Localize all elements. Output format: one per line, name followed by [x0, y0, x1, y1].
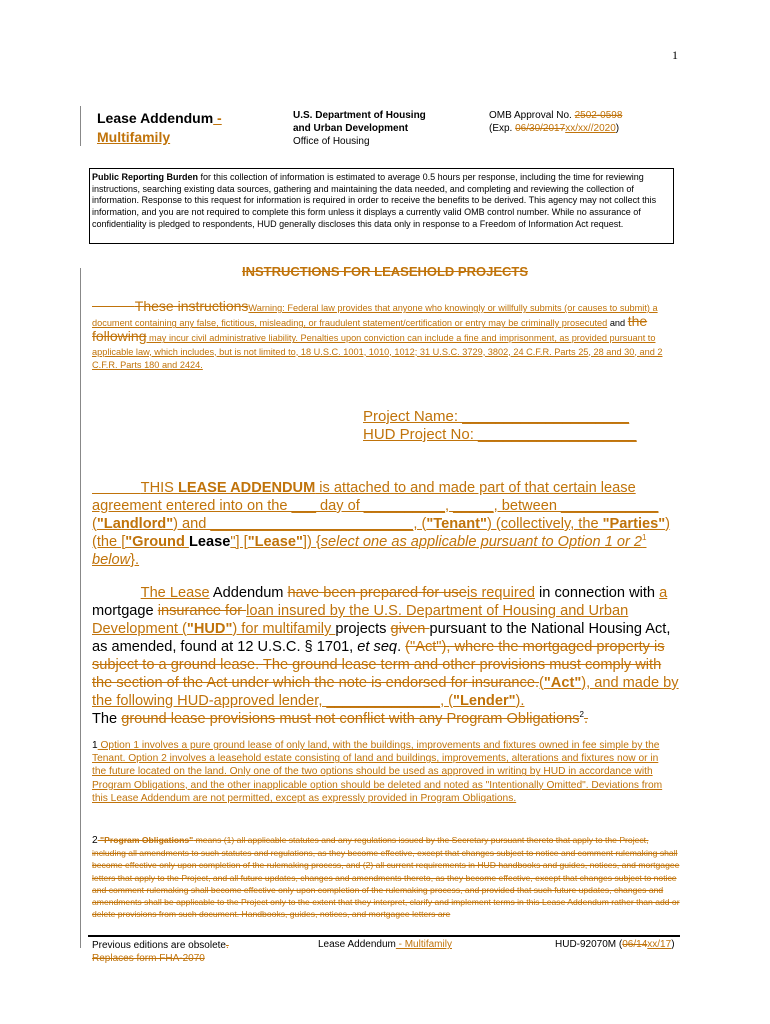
- para1-below: below: [92, 552, 131, 568]
- footnote-ref-2[interactable]: 2: [579, 710, 584, 720]
- agency-line-1: U.S. Department of Housing: [293, 110, 426, 121]
- footnote-2: [92, 834, 682, 920]
- form-title-inserted-multifamily: Multifamily: [97, 129, 171, 145]
- para2-e: in connection with: [534, 585, 660, 601]
- footer-form-number: [555, 939, 675, 950]
- footnote-1: [92, 739, 670, 805]
- para2-k: ) for multifamily: [232, 621, 336, 637]
- omb-number-deleted: 2502-0598: [574, 110, 623, 121]
- hud-project-number-field[interactable]: HUD Project No: ___________________: [363, 426, 637, 443]
- para2-w: The: [92, 711, 122, 727]
- para2-act: "Act": [543, 675, 582, 691]
- para2-f: a: [659, 585, 668, 601]
- footnote-ref-1[interactable]: 1: [642, 533, 647, 543]
- para2-v: ).: [515, 693, 525, 709]
- footnote-2-number: 2: [92, 835, 98, 846]
- para2-g: mortgage: [92, 603, 158, 619]
- para1-r: }.: [130, 552, 140, 568]
- para1-lease-quoted: "Lease": [247, 534, 303, 550]
- form-title-text: Lease Addendum: [97, 110, 214, 126]
- page-number: 1: [672, 48, 678, 62]
- para2-r: (: [539, 675, 544, 691]
- para1-tenant: "Tenant": [426, 516, 487, 532]
- warning-paragraph: [92, 300, 682, 372]
- footer-title: Lease Addendum: [318, 939, 396, 950]
- warning-and: and: [607, 318, 628, 329]
- exp-date-inserted: xx/xx//2020: [565, 123, 616, 134]
- agency-block: [293, 109, 426, 148]
- revision-bar: [80, 106, 81, 146]
- instructions-heading-text: INSTRUCTIONS FOR LEASEHOLD PROJECTS: [241, 264, 529, 279]
- footer-rule: [88, 935, 680, 937]
- para1-landlord: "Landlord": [96, 516, 174, 532]
- para1-e: ) and _________________________, (: [173, 516, 427, 532]
- footer-form-date-inserted: xx/17: [647, 939, 672, 950]
- exp-close: ): [615, 123, 620, 134]
- public-reporting-burden-box: [89, 168, 674, 244]
- footnote-1-text: Option 1 involves a pure ground lease of only land, with the buildings, improvements and fixtures owned in fee simple by the Tenant. Option 2 involves a leasehold estate consisting of land and buildings, improvements, alterations and fixtures now or in the future located on the land. Only one of the two options should be used as approved in writing by HUD in accordance with Program Obligations, and the other inapplicable option should be deleted and noted as "Intentionally Omitted". Deviations from this Lease Addendum are not permitted, except as expressly provided in Program Obligations.: [92, 740, 663, 804]
- warning-deleted-1-text: These instructions: [134, 298, 249, 314]
- agency-line-2: and Urban Development: [293, 123, 409, 134]
- footer-form-id: HUD-92070M (: [555, 939, 623, 950]
- para2-c: have been prepared for use: [287, 585, 467, 601]
- footer-title-inserted: - Multifamily: [395, 939, 452, 950]
- para2-i: loan insured by the U.S. Department of Housing and Urban Development (: [92, 603, 629, 637]
- burden-label: Public Reporting Burden: [92, 172, 199, 182]
- para2-d: is required: [466, 585, 535, 601]
- warning-inserted-1: Warning: Federal law provides that anyone who knowingly or willfully submits (or causes to submit) a document containing any false, fictitious, misleading, or fraudulent statement/certification or entry may be criminally prosecuted: [92, 303, 658, 329]
- para2-x: ground lease provisions must not conflict with any Program Obligations: [121, 711, 580, 727]
- exp-label: (Exp.: [489, 123, 516, 134]
- project-fields: [363, 408, 637, 444]
- warning-inserted-2: may incur civil administrative liability. Penalties upon conviction can include a fine and imprisonment, as provided pursuant to applicable law, which includes, but is not limited to, 18 U.S.C. 1001, 1010, 1012; 31 U.S.C. 3729, 3802, 24 C.F.R. Parts 25, 28 and 30, and 2 C.F.R. Parts 180 and 2424.: [92, 333, 663, 370]
- para1-a: THIS: [140, 480, 178, 496]
- omb-label: OMB Approval No.: [489, 110, 575, 121]
- para2-m: given: [390, 621, 430, 637]
- burden-text: for this collection of information is estimated to average 0.5 hours per response, including the time for reviewing instructions, searching existing data sources, gathering and maintaining the data needed, and completing and reviewing the collection of information. Response to this request for information is required in order to receive the benefits to be derived. This agency may not collect this information, and you are not required to complete this form unless it displays a currently valid OMB control number. While no assurance of confidentiality is pledged to respondents, HUD generally discloses this data only in response to a Freedom of Information Act request.: [92, 172, 657, 229]
- para1-i: ) (the [: [92, 516, 671, 550]
- footer-replaces-form: Replaces form FHA-2070: [92, 953, 205, 964]
- para2-q: ("Act"), where the mortgaged property is subject to a ground lease. The ground lease term and other provisions must comply with the section of the Act under which the note is endorsed for insurance.: [92, 639, 665, 691]
- footer-center: [318, 939, 452, 950]
- para2-p: .: [397, 639, 406, 655]
- para1-lease-word: Lease: [188, 534, 231, 550]
- para2-h: insurance for: [157, 603, 247, 619]
- para2-n: pursuant to the National Housing Act, as amended, found at 12 U.S.C. § 1701,: [92, 621, 671, 655]
- footer-form-date-deleted: 06/14: [622, 939, 648, 950]
- para2-et-seq: et seq: [357, 639, 398, 655]
- form-title-inserted-dash: -: [213, 110, 222, 126]
- para1-g: ) (collectively, the: [486, 516, 603, 532]
- form-title: [97, 109, 222, 147]
- para1-l: "] [: [230, 534, 248, 550]
- footnote-2-text: means (1) all applicable statutes and any regulations issued by the Secretary pursuant thereto that apply to the Project, including all amendments to such statutes and regulations, as they become effective, except that changes subject to notice and comment rulemaking shall become effective only upon completion of the rulemaking process, and (2) all current requirements in HUD handbooks and guides, notices, and mortgagee letters that apply to the Project, and all future updates, changes and amendments thereto, as they become effective, except that changes subject to notice and comment rulemaking shall become effective only upon completion of the rulemaking process, and provided that such future updates, changes and amendments shall be applicable to the Project only to the extent that they interpret, clarify and implement terms in this Lease Addendum rather than add or delete provisions from such document. Handbooks, guides, notices, and mortgagee letters are: [92, 835, 680, 920]
- para2-t: ), and made by the following HUD-approved lender, ______________, (: [92, 675, 679, 709]
- agency-line-3: Office of Housing: [293, 136, 370, 147]
- para2-a: The Lease: [140, 585, 210, 601]
- para2-hud: "HUD": [186, 621, 233, 637]
- revision-bar: [80, 268, 81, 948]
- para1-select-instruction: select one as applicable pursuant to Option 1 or 2: [320, 534, 643, 550]
- exp-date-deleted: 06/30/2017: [515, 123, 566, 134]
- para1-b: LEASE ADDENDUM: [177, 480, 316, 496]
- footer-obsolete-notice: Previous editions are obsolete: [92, 940, 226, 951]
- para2-b: Addendum: [209, 585, 288, 601]
- project-name-field[interactable]: Project Name: ____________________: [363, 408, 630, 425]
- footer-deleted-period: .: [225, 940, 229, 951]
- footnote-1-number: 1: [92, 740, 98, 751]
- instructions-heading: [0, 264, 770, 279]
- footer-form-close: ): [671, 939, 675, 950]
- para2-l: projects: [335, 621, 391, 637]
- para1-n: ]) {: [302, 534, 321, 550]
- para2-lender: "Lender": [453, 693, 516, 709]
- lease-addendum-paragraph: [92, 479, 682, 569]
- para1-c: is attached to and made part of that certain lease agreement entered into on the ___ day of __________, _____, between ____________ (: [92, 480, 659, 532]
- warning-deleted-2: the following: [92, 313, 648, 345]
- footnote-2-label: "Program Obligations": [97, 835, 194, 845]
- para1-parties: "Parties": [602, 516, 666, 532]
- para1-ground: "Ground: [125, 534, 189, 550]
- purpose-paragraph: [92, 584, 682, 728]
- para2-z: .: [583, 711, 589, 727]
- footer-left: [92, 939, 229, 965]
- omb-approval: [489, 109, 622, 135]
- warning-deleted-1: [92, 298, 248, 314]
